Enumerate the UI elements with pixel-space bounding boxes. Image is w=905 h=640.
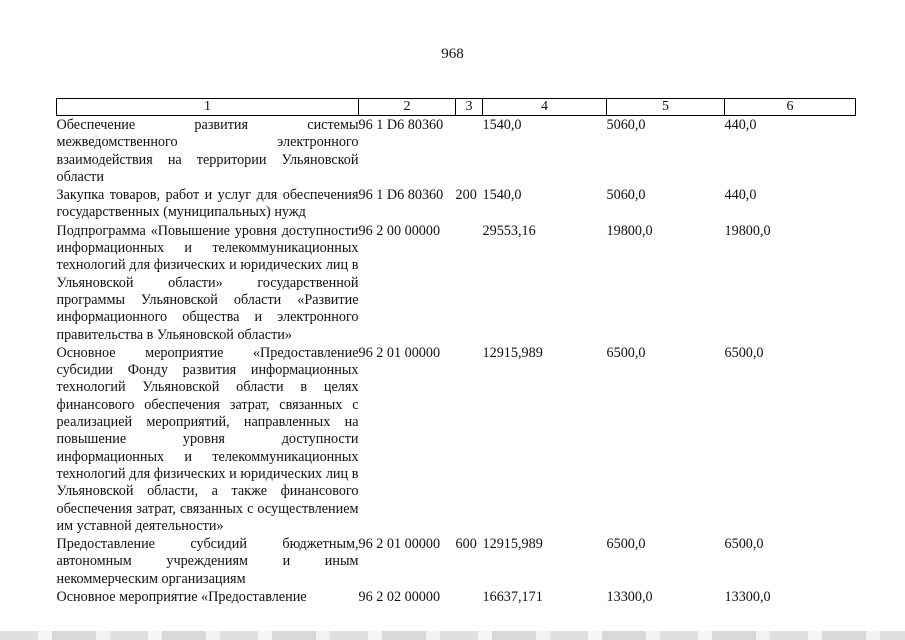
row-name: Основное мероприятие «Предоставление bbox=[56, 589, 307, 606]
row-code: 96 2 02 00000 bbox=[358, 589, 441, 606]
table-row bbox=[57, 588, 856, 606]
row-amount-col5: 6500,0 bbox=[606, 344, 646, 361]
row-code: 96 2 01 00000 bbox=[358, 536, 441, 553]
row-amount-col4: 1540,0 bbox=[482, 117, 522, 133]
row-name: Подпрограмма «Повышение уровня доступности информационных и телекоммуникационных технологий для физических и юридических лиц в Ульяновской области» государственной программы Ульяновской области «Развитие информационного общества и электронного правительства в Ульяновской области» bbox=[56, 222, 359, 343]
row-expense-type bbox=[456, 222, 483, 344]
table-header-row bbox=[57, 99, 856, 116]
row-amount-col4: 1540,0 bbox=[482, 187, 522, 204]
row-expense-type bbox=[456, 116, 483, 187]
table-row bbox=[57, 535, 856, 588]
column-header: 3 bbox=[456, 99, 483, 116]
row-amount-col5: 13300,0 bbox=[606, 589, 653, 606]
row-amount-col4: 16637,171 bbox=[482, 589, 543, 606]
row-name: Основное мероприятие «Предоставление субсидии Фонду развития информационных технологий Ульяновской области в целях финансового обеспечения затрат, связанных с реализацией мероприятий, направленных на повышение уровня доступности информационных и телекоммуникационных технологий для физических и юридических лиц в Ульяновской области, а также финансового обеспечения затрат, связанных с осуществлением им уставной деятельности» bbox=[56, 344, 359, 534]
row-code: 96 2 01 00000 bbox=[358, 344, 441, 361]
row-amount-col5: 6500,0 bbox=[606, 536, 646, 553]
row-amount-col6: 440,0 bbox=[724, 187, 757, 204]
table-row bbox=[57, 186, 856, 222]
row-name: Обеспечение развития системы межведомственного электронного взаимодействия на территории Ульяновской области bbox=[56, 117, 359, 185]
row-amount-col6: 19800,0 bbox=[724, 222, 771, 239]
row-amount-col6: 440,0 bbox=[724, 117, 757, 133]
scan-edge-artifact bbox=[0, 631, 905, 640]
row-amount-col6: 6500,0 bbox=[724, 344, 764, 361]
row-amount-col4: 12915,989 bbox=[482, 536, 543, 553]
row-expense-type: 200 bbox=[455, 187, 477, 204]
column-header: 4 bbox=[483, 99, 607, 116]
table-row bbox=[57, 222, 856, 344]
column-header: 1 bbox=[57, 99, 359, 116]
column-header: 2 bbox=[359, 99, 456, 116]
table-row bbox=[57, 344, 856, 535]
row-expense-type bbox=[456, 588, 483, 606]
row-amount-col5: 19800,0 bbox=[606, 222, 653, 239]
row-code: 96 1 D6 80360 bbox=[358, 187, 444, 204]
row-code: 96 1 D6 80360 bbox=[358, 117, 444, 133]
row-amount-col6: 6500,0 bbox=[724, 536, 764, 553]
row-code: 96 2 00 00000 bbox=[358, 222, 441, 239]
row-amount-col5: 5060,0 bbox=[606, 117, 646, 133]
row-expense-type: 600 bbox=[455, 536, 477, 553]
page-number: 968 bbox=[441, 46, 464, 62]
row-expense-type bbox=[456, 344, 483, 535]
budget-table bbox=[56, 98, 856, 606]
row-amount-col4: 29553,16 bbox=[482, 222, 536, 239]
column-header: 6 bbox=[725, 99, 856, 116]
row-amount-col5: 5060,0 bbox=[606, 187, 646, 204]
column-header: 5 bbox=[607, 99, 725, 116]
row-name: Предоставление субсидий бюджетным, автономным учреждениям и иным некоммерческим организациям bbox=[56, 536, 359, 587]
row-amount-col6: 13300,0 bbox=[724, 589, 771, 606]
table-row bbox=[57, 116, 856, 187]
row-amount-col4: 12915,989 bbox=[482, 344, 543, 361]
row-name: Закупка товаров, работ и услуг для обеспечения государственных (муниципальных) нужд bbox=[56, 187, 359, 221]
